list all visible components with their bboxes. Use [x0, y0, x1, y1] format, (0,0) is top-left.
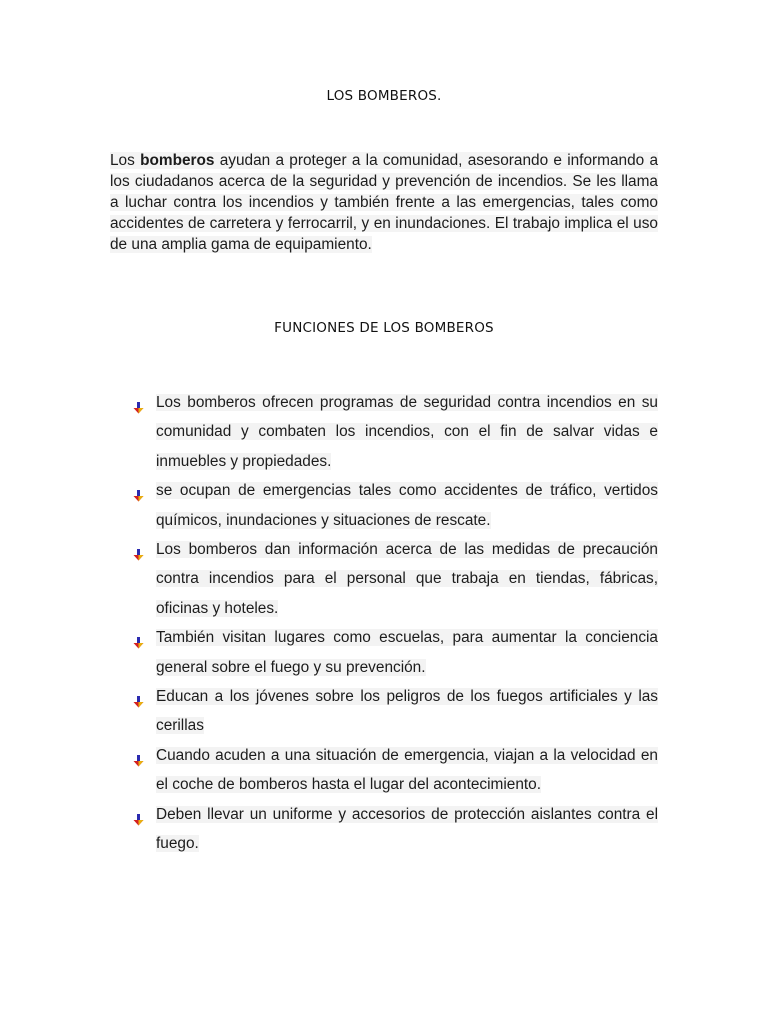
arrow-bullet-icon	[132, 631, 146, 645]
functions-list	[132, 388, 658, 859]
intro-bold-word: bomberos	[140, 152, 215, 169]
list-item: Los bomberos dan información acerca de las medidas de precaución contra incendios para el personal que trabaja en tiendas, fábricas, oficinas y hoteles.	[132, 535, 658, 623]
arrow-bullet-icon	[132, 396, 146, 410]
list-item: También visitan lugares como escuelas, para aumentar la conciencia general sobre el fuego y su prevención.	[132, 623, 658, 682]
list-item: Los bomberos ofrecen programas de seguridad contra incendios en su comunidad y combaten los incendios, con el fin de salvar vidas e inmuebles y propiedades.	[132, 388, 658, 476]
arrow-bullet-icon	[132, 543, 146, 557]
arrow-bullet-icon	[132, 484, 146, 498]
list-item: Cuando acuden a una situación de emergencia, viajan a la velocidad en el coche de bomberos hasta el lugar del acontecimiento.	[132, 741, 658, 800]
intro-prefix: Los	[110, 152, 141, 169]
section-title: FUNCIONES DE LOS BOMBEROS	[274, 320, 494, 336]
list-item: Educan a los jóvenes sobre los peligros de los fuegos artificiales y las cerillas	[132, 682, 658, 741]
arrow-bullet-icon	[132, 749, 146, 763]
list-item: Deben llevar un uniforme y accesorios de protección aislantes contra el fuego.	[132, 800, 658, 859]
arrow-bullet-icon	[132, 808, 146, 822]
document-title: LOS BOMBEROS.	[326, 88, 442, 104]
intro-paragraph	[110, 150, 658, 255]
list-item: se ocupan de emergencias tales como accidentes de tráfico, vertidos químicos, inundaciones y situaciones de rescate.	[132, 476, 658, 535]
intro-text: ayudan a proteger a la comunidad, asesorando e informando a los ciudadanos acerca de la seguridad y prevención de incendios. Se les llama a luchar contra los incendios y también frente a las emergencias, tales como accidentes de carretera y ferrocarril, y en inundaciones. El trabajo implica el uso de una amplia gama de equipamiento.	[110, 152, 659, 253]
arrow-bullet-icon	[132, 690, 146, 704]
